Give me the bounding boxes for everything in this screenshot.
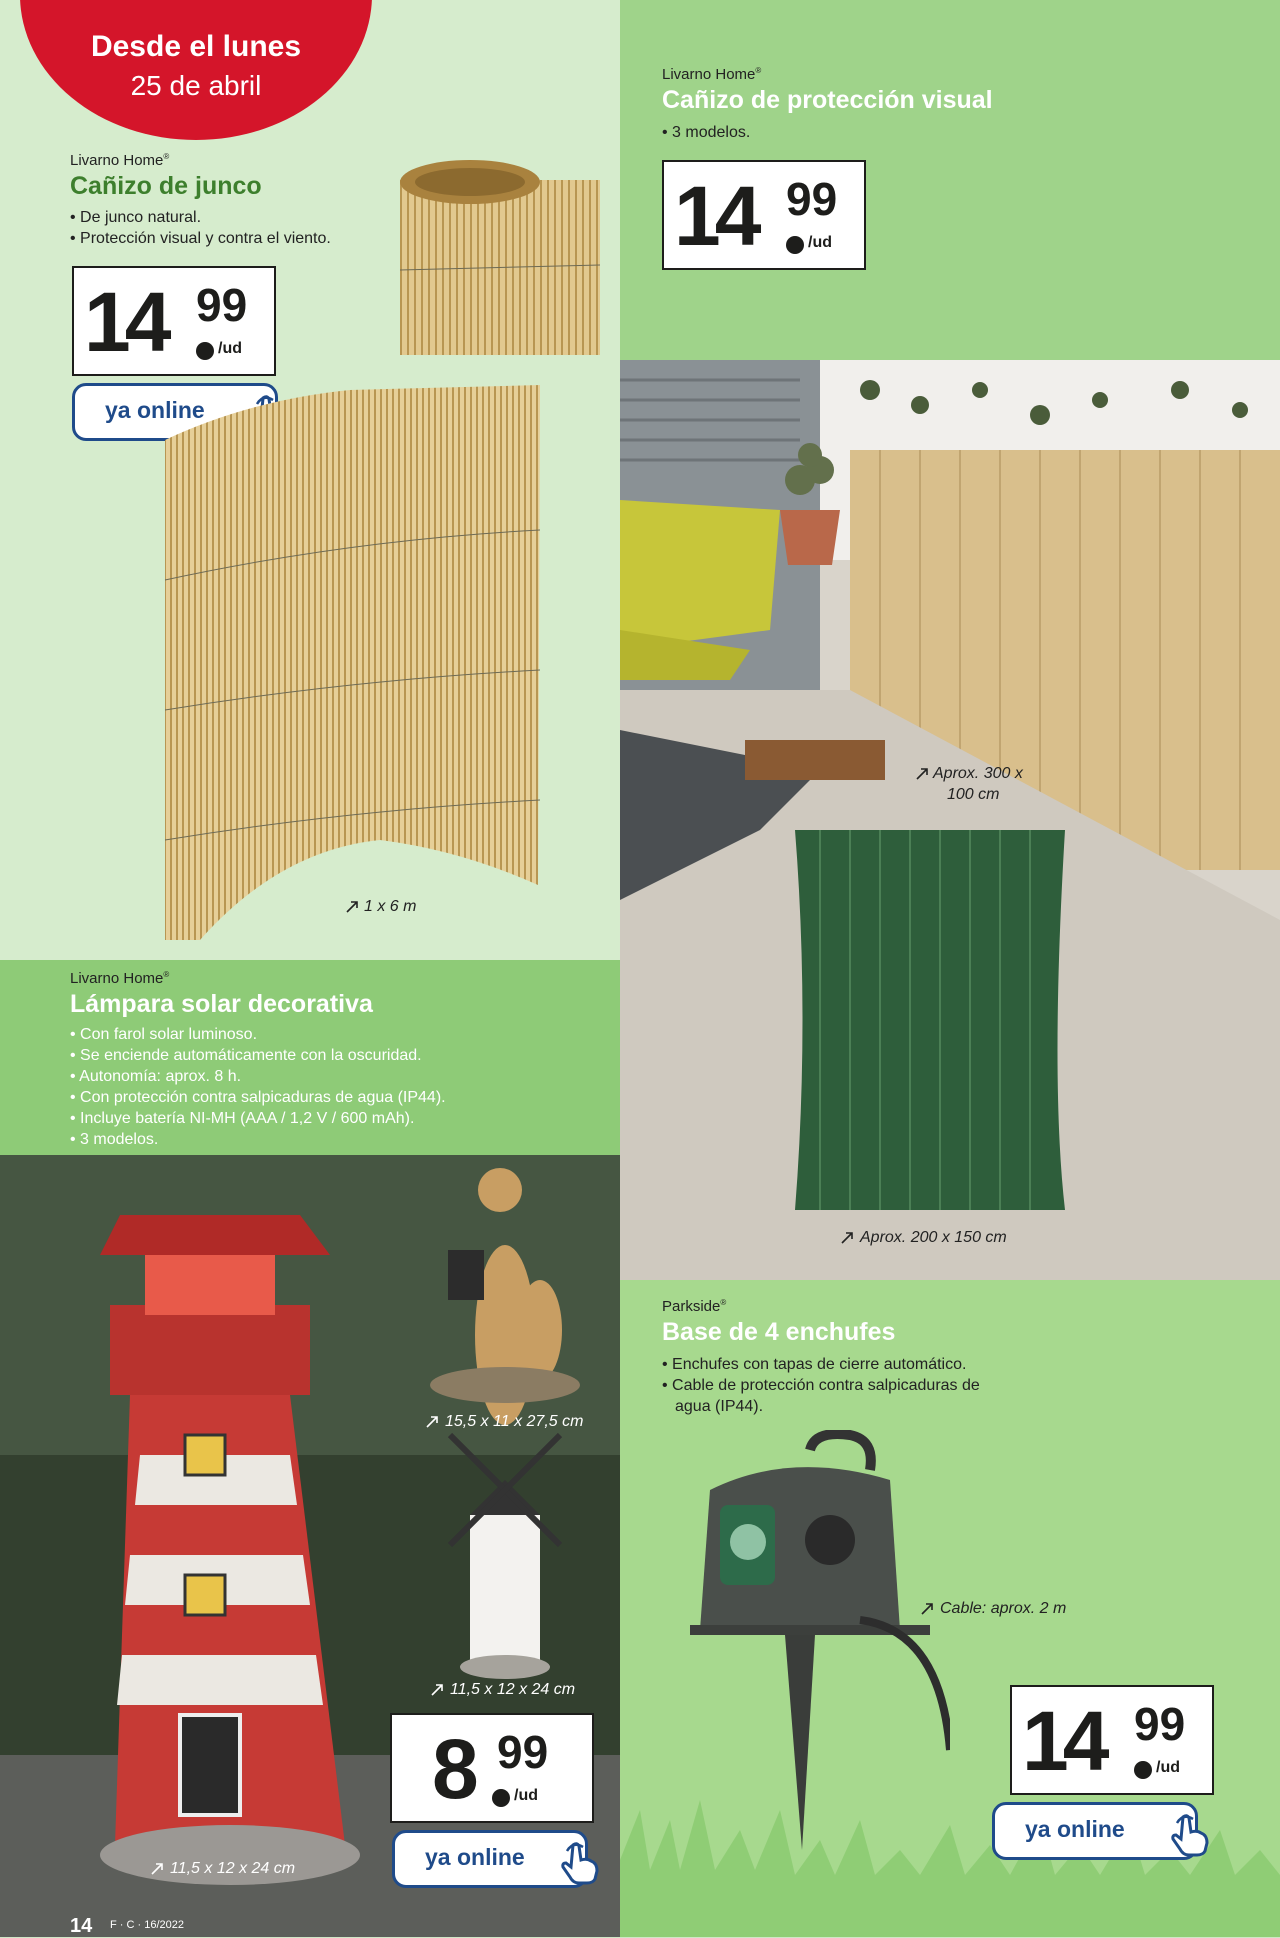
dimension-arrow-icon	[915, 767, 929, 781]
price-box	[662, 160, 866, 270]
price-dot	[196, 342, 214, 360]
price-dot	[1134, 1761, 1152, 1779]
price-unit: /ud	[1156, 1759, 1180, 1776]
price-integer: 14	[1022, 1694, 1104, 1788]
dimension-label: 11,5 x 12 x 24 cm	[450, 1681, 576, 1698]
brand-label: Livarno Home®	[662, 66, 762, 83]
panel-base-enchufes	[620, 1280, 1280, 1937]
terrace-photo	[620, 360, 1280, 1280]
price-box	[390, 1713, 594, 1823]
ya-online-button[interactable]	[992, 1802, 1198, 1860]
dimension-label: 1 x 6 m	[364, 898, 417, 915]
panel-lampara-header	[0, 960, 620, 1155]
edition-code: F · C · 16/2022	[110, 1919, 184, 1931]
date-badge-line2: 25 de abril	[130, 70, 262, 101]
product-title: Cañizo de junco	[70, 172, 262, 200]
panel-canizo-junco	[0, 0, 620, 960]
product-bullets	[662, 1354, 980, 1396]
price-decimals: 99	[786, 173, 838, 225]
panel-canizo-proteccion	[620, 0, 1280, 360]
bullet-item: • Autonomía: aprox. 8 h.	[70, 1066, 446, 1087]
dimension-label: 15,5 x 11 x 27,5 cm	[445, 1413, 584, 1430]
price-integer: 8	[432, 1722, 479, 1816]
bullet-item: • 3 modelos.	[662, 122, 750, 143]
date-badge-line1: Desde el lunes	[90, 30, 302, 63]
product-title: Lámpara solar decorativa	[70, 990, 373, 1018]
terrace-scene-image	[620, 360, 1280, 1280]
dimension-label: Aprox. 200 x 150 cm	[860, 1229, 1007, 1246]
brand-label: Livarno Home®	[70, 970, 170, 987]
dimension-arrow-icon	[150, 1862, 164, 1876]
dimension-arrow-icon	[425, 1415, 439, 1429]
price-decimals: 99	[196, 279, 248, 331]
price-box	[72, 266, 276, 376]
reed-screen-image	[160, 380, 545, 940]
bullet-continuation: agua (IP44).	[675, 1398, 764, 1415]
dimension-arrow-icon	[920, 1602, 934, 1616]
price-unit: /ud	[218, 340, 242, 357]
price-integer: 14	[84, 275, 166, 369]
price-dot	[492, 1789, 510, 1807]
product-bullets	[70, 1024, 446, 1150]
dimension-label: Aprox. 300 x	[933, 765, 1023, 782]
ya-online-label: ya online	[425, 1844, 525, 1870]
price-decimals: 99	[1134, 1698, 1186, 1750]
dimension-label: Cable: aprox. 2 m	[940, 1600, 1067, 1617]
reed-roll-image	[395, 150, 605, 360]
product-title: Base de 4 enchufes	[662, 1318, 896, 1346]
brand-label: Livarno Home®	[70, 152, 170, 169]
dimension-arrow-icon	[840, 1231, 854, 1245]
page-number: 14	[70, 1915, 93, 1937]
dimension-arrow-icon	[430, 1683, 444, 1697]
dimension-label-cont: 100 cm	[947, 786, 1000, 803]
price-box	[1010, 1685, 1214, 1795]
bullet-item: • Protección visual y contra el viento.	[70, 228, 331, 249]
pointing-hand-icon	[559, 1841, 603, 1885]
bullet-item: • De junco natural.	[70, 207, 331, 228]
product-bullets	[662, 122, 750, 143]
date-badge	[20, 0, 372, 140]
ya-online-label: ya online	[105, 397, 205, 423]
bullet-item: • 3 modelos.	[70, 1129, 446, 1150]
product-bullets	[70, 207, 331, 249]
bullet-item: • Con protección contra salpicaduras de agua (IP44).	[70, 1087, 446, 1108]
bullet-item: • Incluye batería NI-MH (AAA / 1,2 V / 600 mAh).	[70, 1108, 446, 1129]
bullet-item: • Cable de protección contra salpicaduras de	[662, 1375, 980, 1396]
brand-label: Parkside®	[662, 1298, 727, 1315]
panel-lampara-photo	[0, 1155, 620, 1937]
dimension-arrow-icon	[345, 900, 359, 914]
price-unit: /ud	[514, 1787, 538, 1804]
dimension-label: 11,5 x 12 x 24 cm	[170, 1860, 296, 1877]
price-dot	[786, 236, 804, 254]
bullet-item: • Con farol solar luminoso.	[70, 1024, 446, 1045]
price-integer: 14	[674, 169, 756, 263]
ya-online-button[interactable]	[392, 1830, 588, 1888]
price-unit: /ud	[808, 234, 832, 251]
price-decimals: 99	[497, 1726, 549, 1778]
product-title: Cañizo de protección visual	[662, 86, 993, 114]
ya-online-label: ya online	[1025, 1816, 1125, 1842]
pointing-hand-icon	[1169, 1813, 1213, 1857]
bullet-item: • Enchufes con tapas de cierre automático.	[662, 1354, 980, 1375]
bullet-item: • Se enciende automáticamente con la oscuridad.	[70, 1045, 446, 1066]
